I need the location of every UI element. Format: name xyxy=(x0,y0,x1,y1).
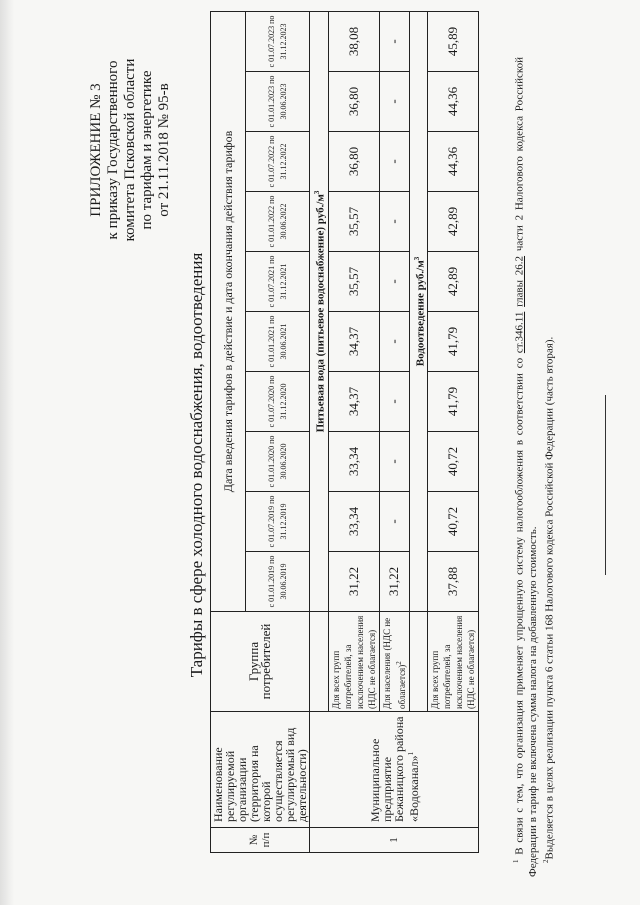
footnote-1-ref-chapter: главы 26.2 xyxy=(513,255,526,307)
group-label: Для всех групп потребителей, за исключением населения (НДС не облагается) xyxy=(430,615,477,709)
section-title-sewer xyxy=(409,12,428,612)
period-header: с 01.01.2019 по 30.06.2019 xyxy=(246,552,310,612)
period-header: с 01.01.2023 по 30.06.2023 xyxy=(246,72,310,132)
col-dates-header: Дата введения тарифов в действие и дата окончания действия тарифов xyxy=(211,12,246,612)
document-title: Тарифы в сфере холодного водоснабжения, водоотведения xyxy=(187,252,206,678)
tariff-table xyxy=(210,11,479,853)
tariff-value: 45,89 xyxy=(428,12,479,72)
group-cell xyxy=(328,612,379,712)
group-footnote-mark: 2 xyxy=(394,661,403,665)
tariff-value: - xyxy=(379,12,409,72)
tariff-value: - xyxy=(379,312,409,372)
group-cell xyxy=(379,612,409,712)
tariff-value: 36,80 xyxy=(328,72,379,132)
period-header: с 01.07.2021 по 31.12.2021 xyxy=(246,252,310,312)
tariff-value: - xyxy=(379,192,409,252)
footnote-1-space xyxy=(514,307,526,312)
section-water-sup: 3 xyxy=(313,190,321,195)
tariff-value: 38,08 xyxy=(328,12,379,72)
footnote-1 xyxy=(510,57,540,877)
group-label: Для всех групп потребителей, за исключением населения (НДС не облагается) xyxy=(330,615,377,709)
period-header: с 01.01.2021 по 30.06.2021 xyxy=(246,312,310,372)
tariff-value: - xyxy=(379,252,409,312)
footnote-1-ref-article: ст.346.11 xyxy=(513,311,526,354)
section-water-text: Питьевая вода (питьевое водоснабжение) руб./м xyxy=(314,194,327,433)
tariff-value: - xyxy=(379,432,409,492)
footnotes xyxy=(510,57,556,877)
tariff-value: 35,57 xyxy=(328,252,379,312)
tariff-value: 40,72 xyxy=(428,432,479,492)
section-title-water xyxy=(310,12,329,612)
tariff-value: 42,89 xyxy=(428,252,479,312)
tariff-value: - xyxy=(379,492,409,552)
appendix-line: от 21.11.2018 № 95-в xyxy=(156,83,172,217)
appendix-line: ПРИЛОЖЕНИЕ № 3 xyxy=(88,83,104,217)
closing-rule xyxy=(605,395,606,575)
footnote-2 xyxy=(540,57,557,877)
group-cell xyxy=(428,612,479,712)
period-header: с 01.07.2023 по 31.12.2023 xyxy=(246,12,310,72)
appendix-line: по тарифам и энергетике xyxy=(139,70,155,230)
tariff-value: - xyxy=(379,72,409,132)
header-row xyxy=(211,12,246,853)
footnote-1-mark: 1 xyxy=(512,859,520,863)
org-name: Муниципальное предприятие Бежаницкого района «Водоканал» xyxy=(367,716,421,822)
row-number: 1 xyxy=(310,828,479,853)
org-name-cell xyxy=(310,712,479,828)
section-sewer-sup: 3 xyxy=(412,256,421,261)
col-number-header: № п/п xyxy=(211,828,310,853)
period-header: с 01.07.2020 по 31.12.2020 xyxy=(246,372,310,432)
tariff-value: 44,36 xyxy=(428,132,479,192)
section-sewer-text: Водоотведение руб./м xyxy=(414,260,427,367)
tariff-value: 31,22 xyxy=(379,552,409,612)
tariff-value: 31,22 xyxy=(328,552,379,612)
tariff-value: 33,34 xyxy=(328,492,379,552)
footnote-2-mark: 2 xyxy=(541,859,550,863)
col-org-header: Наименование регулируемой организации (территория на которой осуществляется регулируемый вид деятельности) xyxy=(211,712,310,828)
tariff-value: 42,89 xyxy=(428,192,479,252)
section-label-spacer xyxy=(409,612,428,712)
tariff-value: 41,79 xyxy=(428,312,479,372)
tariff-value: 34,37 xyxy=(328,372,379,432)
tariff-value: 41,79 xyxy=(428,372,479,432)
tariff-value: 40,72 xyxy=(428,492,479,552)
org-footnote-mark: 1 xyxy=(406,751,415,756)
period-header: с 01.07.2019 по 31.12.2019 xyxy=(246,492,310,552)
tariff-value: 44,36 xyxy=(428,72,479,132)
appendix-line: комитета Псковской области xyxy=(122,58,138,242)
tariff-value: 36,80 xyxy=(328,132,379,192)
period-header: с 01.01.2020 по 30.06.2020 xyxy=(246,432,310,492)
period-header: с 01.01.2022 по 30.06.2022 xyxy=(246,192,310,252)
appendix-line: к приказу Государственного xyxy=(105,60,121,240)
period-header: с 01.07.2022 по 31.12.2022 xyxy=(246,132,310,192)
tariff-value: 34,37 xyxy=(328,312,379,372)
section-row-water xyxy=(310,12,329,853)
appendix-header xyxy=(88,35,173,265)
tariff-value: 33,34 xyxy=(328,432,379,492)
group-label: Для населения (НДС не облагается) xyxy=(381,617,407,709)
tariff-value: 35,57 xyxy=(328,192,379,252)
tariff-value: - xyxy=(379,132,409,192)
footnote-1-text-end: части 2 Налогового кодекса Российской Федерации в тариф не включена сумма налога на добавленную стоимость. xyxy=(513,56,539,877)
footnote-2-text: Выделяется в целях реализации пункта 6 статьи 168 Налогового кодекса Российской Федерации (часть вторая). xyxy=(543,336,556,860)
col-group-header: Группа потребителей xyxy=(211,612,310,712)
tariff-value: 37,88 xyxy=(428,552,479,612)
section-label-spacer xyxy=(310,612,329,712)
tariff-value: - xyxy=(379,372,409,432)
footnote-1-text: В связи с тем, что организация применяет упрощенную систему налогообложения в соответствии со xyxy=(513,353,526,855)
